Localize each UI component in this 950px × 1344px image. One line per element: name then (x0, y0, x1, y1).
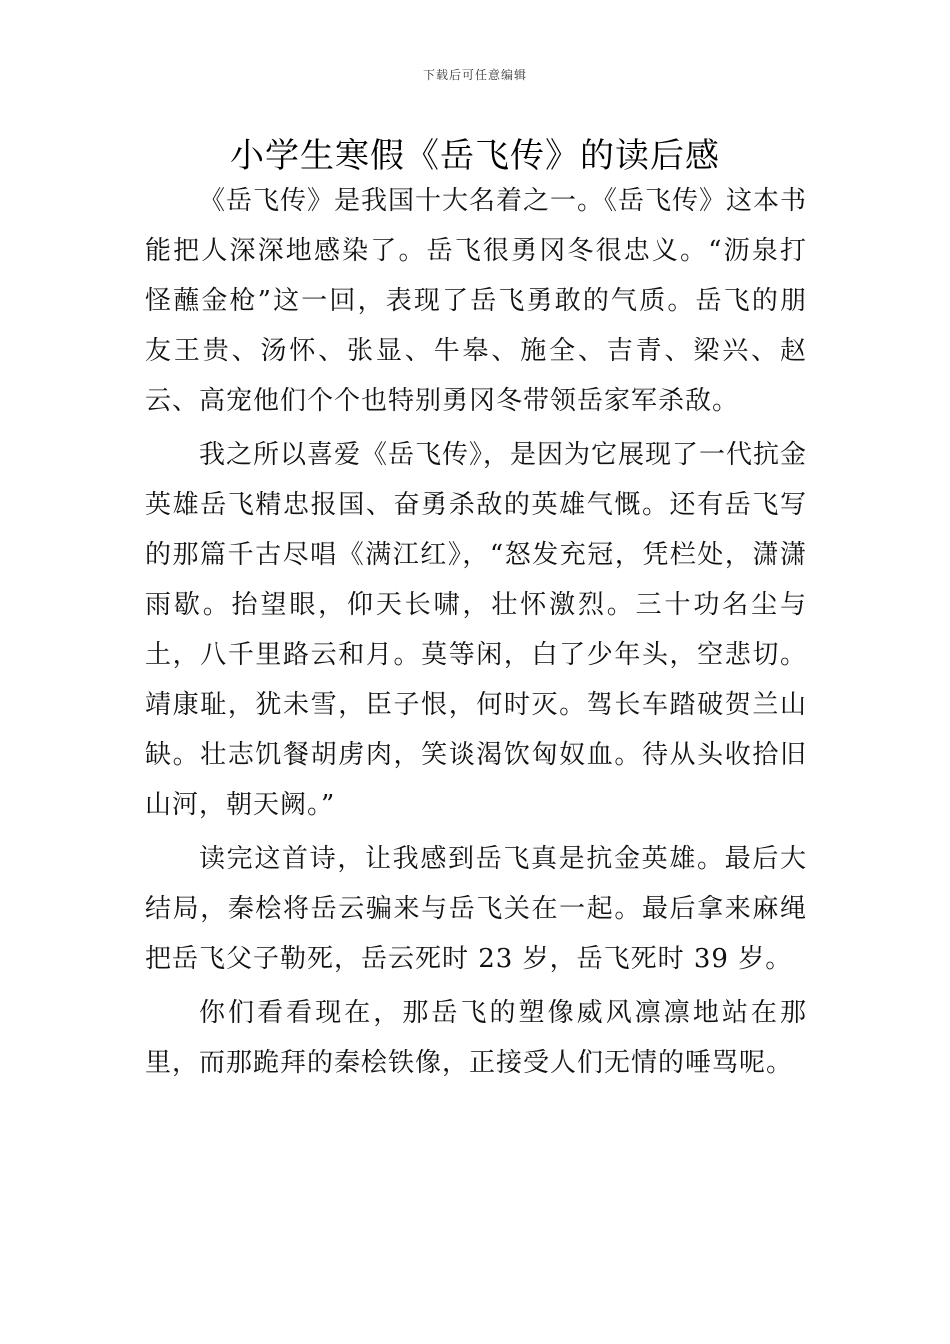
article-body (145, 176, 807, 1088)
paragraph-3: 读完这首诗，让我感到岳飞真是抗金英雄。最后大结局，秦桧将岳云骗来与岳飞关在一起。最后拿来麻绳把岳飞父子勒死，岳云死时 23 岁，岳飞死时 39 岁。 (145, 844, 807, 974)
header-note: 下载后可任意编辑 (422, 68, 527, 82)
page-title: 小学生寒假《岳飞传》的读后感 (230, 136, 720, 176)
paragraph-1: 《岳飞传》是我国十大名着之一。《岳飞传》这本书能把人深深地感染了。岳飞很勇冈冬很忠义。“沥泉打怪蘸金枪”这一回，表现了岳飞勇敢的气质。岳飞的朋友王贵、汤怀、张显、牛皋、施全、吉青、梁兴、赵云、高宠他们个个也特别勇冈冬带领岳家军杀敌。 (145, 186, 808, 416)
paragraph-2: 我之所以喜爱《岳飞传》，是因为它展现了一代抗金英雄岳飞精忠报国、奋勇杀敌的英雄气慨。还有岳飞写的那篇千古尽唱《满江红》，“怒发充冠，凭栏处，潇潇雨歇。抬望眼，仰天长啸，壮怀激烈。三十功名尘与土，八千里路云和月。莫等闲，白了少年头，空悲切。靖康耻，犹未雪，臣子恨，何时灭。驾长车踏破贺兰山缺。壮志饥餐胡虏肉，笑谈渴饮匈奴血。待从头收拾旧山河，朝天阙。” (145, 440, 808, 820)
paragraph-4: 你们看看现在，那岳飞的塑像威风凛凛地站在那里，而那跪拜的秦桧铁像，正接受人们无情的唾骂呢。 (145, 998, 807, 1078)
